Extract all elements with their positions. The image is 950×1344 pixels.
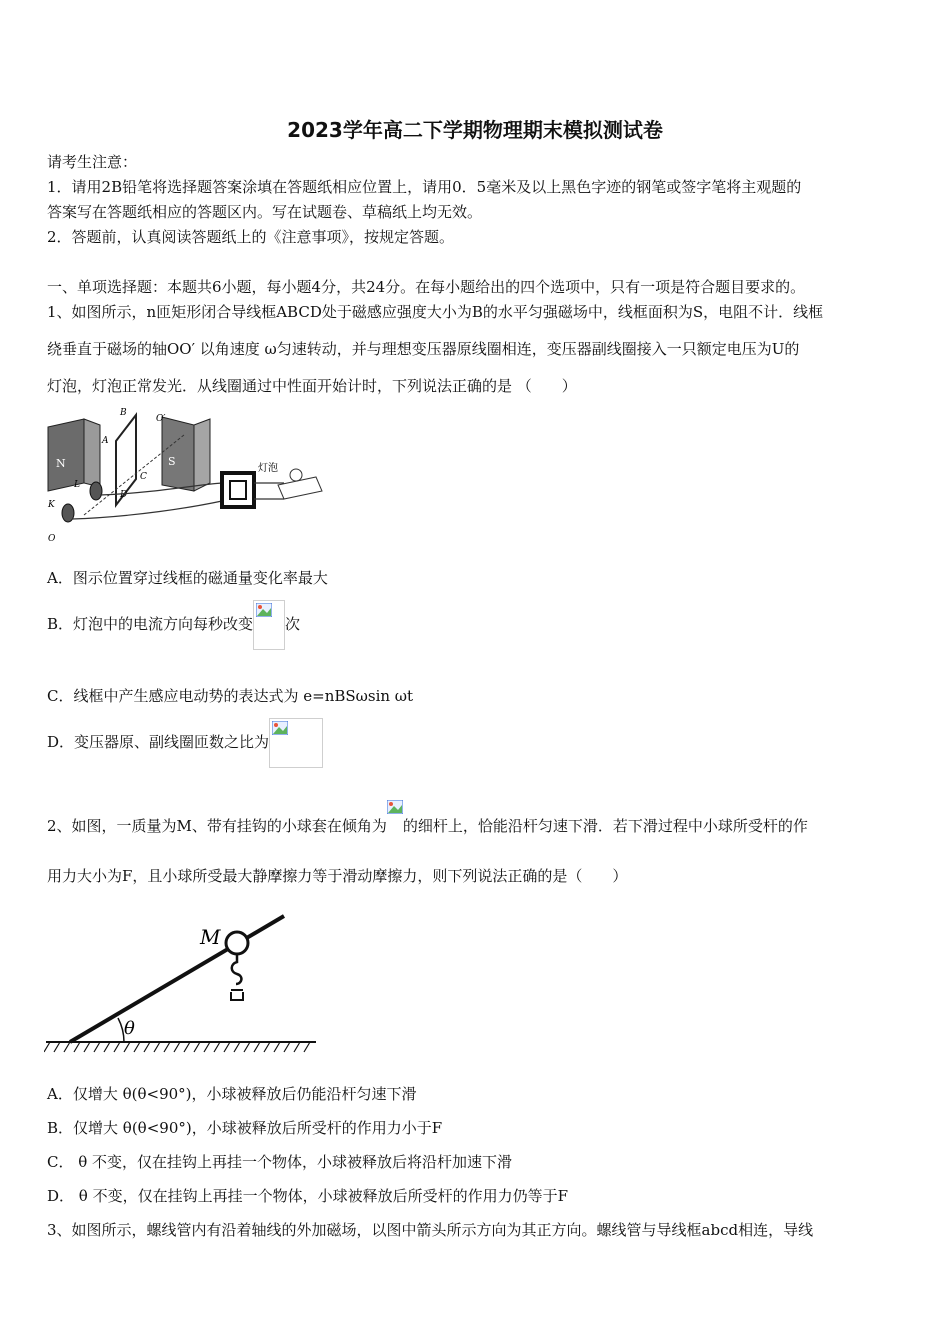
q1-option-b <box>47 598 300 650</box>
q2-option-d: D． θ 不变，仅在挂钩上再挂一个物体，小球被释放后所受杆的作用力仍等于F <box>47 1187 569 1205</box>
notice-item-1: 1．请用2B铅笔将选择题答案涂填在答题纸相应位置上，请用0．5毫米及以上黑色字迹的钢笔或签字笔将主观题的 <box>47 178 802 196</box>
q1-generator-figure <box>44 405 329 545</box>
q1-label-n: N <box>56 457 66 470</box>
q1-label-o: O <box>48 534 56 544</box>
q1-label-a: A <box>102 436 109 446</box>
q1-stem-line-3: 灯泡，灯泡正常发光．从线圈通过中性面开始计时，下列说法正确的是 （ ） <box>47 377 577 395</box>
q1-option-d <box>47 716 323 768</box>
notice-item-1-cont: 答案写在答题纸相应的答题区内。写在试题卷、草稿纸上均无效。 <box>47 203 483 221</box>
q1-label-l: L <box>74 480 80 490</box>
q2-option-c: C． θ 不变，仅在挂钩上再挂一个物体，小球被释放后将沿杆加速下滑 <box>47 1153 513 1171</box>
q1-label-o1: O′ <box>156 414 166 424</box>
q2-label-theta: θ <box>124 1018 135 1039</box>
q2-stem-line-1 <box>47 800 808 840</box>
q2-option-a: A．仅增大 θ(θ<90°)，小球被释放后仍能沿杆匀速下滑 <box>47 1085 417 1103</box>
q2-incline-figure <box>44 910 324 1060</box>
q2-stem-text-2: 的细杆上，恰能沿杆匀速下滑．若下滑过程中小球所受杆的作 <box>402 817 808 835</box>
q3-stem-line-1: 3、如图所示，螺线管内有沿着轴线的外加磁场，以图中箭头所示方向为其正方向。螺线管与导线框abcd相连，导线 <box>47 1221 814 1239</box>
q1-label-k: K <box>48 500 55 510</box>
q1-label-s: S <box>168 455 176 468</box>
notice-heading: 请考生注意： <box>47 153 138 171</box>
q1-option-d-formula-image <box>269 718 323 768</box>
q1-option-b-suffix: 次 <box>285 615 301 633</box>
q1-option-b-text: B．灯泡中的电流方向每秒改变 <box>47 615 254 633</box>
q1-option-c: C．线框中产生感应电动势的表达式为 e=nBSωsin ωt <box>47 687 414 705</box>
broken-image-icon <box>256 603 272 617</box>
q2-stem-line-2: 用力大小为F，且小球所受最大静摩擦力等于滑动摩擦力，则下列说法正确的是（ ） <box>47 867 628 885</box>
q2-theta-image <box>387 800 403 820</box>
q1-stem-line-1: 1、如图所示，n匝矩形闭合导线框ABCD处于磁感应强度大小为B的水平匀强磁场中，线框面积为S，电阻不计．线框 <box>47 303 824 321</box>
q1-label-d: D <box>120 490 128 500</box>
q1-label-bulb: 灯泡 <box>258 463 278 474</box>
broken-image-icon <box>272 721 288 735</box>
q1-stem-line-2: 绕垂直于磁场的轴OO′ 以角速度 ω匀速转动，并与理想变压器原线圈相连，变压器副线圈接入一只额定电压为U的 <box>47 340 800 358</box>
q2-option-b: B．仅增大 θ(θ<90°)，小球被释放后所受杆的作用力小于F <box>47 1119 443 1137</box>
notice-item-2: 2．答题前，认真阅读答题纸上的《注意事项》，按规定答题。 <box>47 228 455 246</box>
q1-label-c: C <box>140 472 147 482</box>
q2-stem-text-1: 2、如图，一质量为M、带有挂钩的小球套在倾角为 <box>47 817 387 835</box>
q1-label-b: B <box>120 408 127 418</box>
q2-label-m: M <box>200 925 221 949</box>
section-heading: 一、单项选择题：本题共6小题，每小题4分，共24分。在每小题给出的四个选项中，只有一项是符合题目要求的。 <box>47 278 806 296</box>
q1-option-d-text: D．变压器原、副线圈匝数之比为 <box>47 733 270 751</box>
q1-option-a: A．图示位置穿过线框的磁通量变化率最大 <box>47 569 328 587</box>
q1-option-b-formula-image <box>253 600 285 650</box>
broken-image-icon <box>387 800 403 814</box>
page-title: 2023学年高二下学期物理期末模拟测试卷 <box>287 118 663 142</box>
